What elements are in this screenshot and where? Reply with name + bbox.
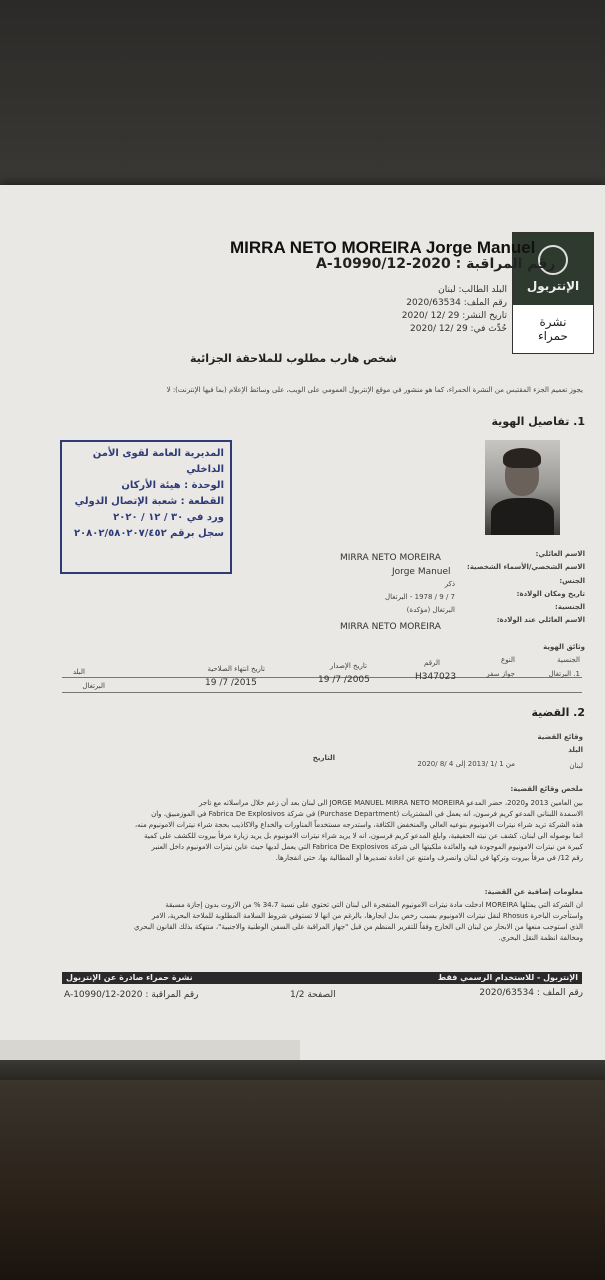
footer-page: الصفحة 1/2: [290, 990, 336, 1000]
id-cell-nationality: 1. البرتغال: [548, 670, 580, 678]
control-number-row: [316, 256, 555, 272]
id-header-country: البلد: [72, 668, 85, 676]
id-cell-expiry: 19 /7 /2015: [205, 678, 257, 688]
logo-org-name: الإنتربول: [526, 279, 580, 293]
label-nationality: الجنسية:: [555, 603, 585, 611]
additional-label: معلومات إضافية عن القضية:: [484, 888, 583, 896]
id-docs-label: وثائق الهوية: [543, 643, 585, 651]
background-shadow: [0, 1060, 605, 1080]
background-top: [0, 0, 605, 200]
control-label: رقم المراقبة :: [455, 256, 556, 272]
section2-heading: 2. القضية: [531, 706, 585, 719]
subject-name: MIRRA NETO MOREIRA Jorge Manuel: [230, 238, 536, 257]
additional-text: ان الشركة التي يمثلها MOREIRA ادخلت مادة نيترات الامونيوم المتفجرة الى لبنان التي تحتوي على نسبة 34،7 % من الازوت بدون إجازة مسبقة واستأجرت الباخرة Rhosus لنقل نيترات الامونيوم بسبب رخص بدل ايجارها، بالرغم من انها لا تستوفي شروط السلامة المطلوبة للملاحة البحرية، الامر الذي استوجب منعها من الابحار من لبنان الى الخارج وفقاً للتقرير المنظم من قبل "جهاز المراقبة على السفن الوطنية والاجنبية"، منتهكة بذلك القانون البحري ومخالفة انظمة النقل البحري.: [133, 901, 583, 942]
label-forenames: الاسم الشخصي/الأسماء الشخصية:: [467, 563, 585, 571]
logo-notice-line2: حمراء: [538, 329, 568, 343]
subject-photo: [485, 440, 560, 535]
section1-heading: 1. تفاصيل الهوية: [491, 415, 585, 428]
id-cell-type: جواز سفر: [486, 670, 515, 678]
value-family-name: MIRRA NETO MOREIRA: [340, 553, 441, 563]
id-header-type: النوع: [501, 656, 515, 664]
official-stamp: المديرية العامة لقوى الأمن الداخلي الوحدة : هيئة الأركان القطعة : شعبة الإتصال الدولي ورد في ٣٠ / ١٢ / ٢٠٢٠ سجل برقم ٢٠٨٠٢/٥٨٠٢٠٧/٤٥٢: [60, 440, 232, 574]
update-date: حُدِّث في: 29 /12 /2020: [410, 324, 507, 334]
value-nationality: البرتغال (مؤكدة): [406, 606, 455, 614]
footer-bar: [62, 972, 582, 984]
page-under-edge: [0, 1040, 300, 1060]
value-sex: ذكر: [444, 580, 455, 588]
label-family-name: الاسم العائلي:: [535, 550, 585, 558]
id-header-nationality: الجنسية: [557, 656, 580, 664]
requesting-country: البلد الطالب: لبنان: [438, 285, 507, 295]
id-table-bottom: [62, 692, 582, 693]
file-number: رقم الملف: 2020/63534: [406, 298, 507, 308]
id-cell-number: H347023: [415, 672, 457, 682]
footer-control: رقم المراقبة : A-10990/12-2020: [64, 990, 199, 1000]
label-birth: تاريخ ومكان الولادة:: [516, 590, 585, 598]
id-cell-issue: 19 /7 /2005: [318, 675, 370, 685]
footer-right-bar: الإنتربول - للاستخدام الرسمي فقط: [437, 973, 578, 982]
id-header-number: الرقم: [424, 659, 440, 667]
facts-label: وقائع القضية: [537, 733, 583, 741]
logo-notice-line1: نشرة: [539, 315, 567, 329]
date-label: التاريخ: [312, 754, 335, 762]
summary-label: ملخص وقائع القضية:: [510, 785, 583, 793]
footer-file: رقم الملف : 2020/63534: [479, 988, 583, 998]
id-cell-country: البرتغال: [82, 682, 105, 690]
label-birth-family-name: الاسم العائلي عند الولادة:: [496, 616, 585, 624]
disclaimer: يجوز تعميم الجزء المقتبس من النشرة الحمراء، كما هو منشور في موقع الإنتربول العمومي على الويب، على وسائط الإعلام (بما فيها الإنترنت): لا: [166, 386, 583, 394]
id-header-issue: تاريخ الإصدار: [329, 662, 367, 670]
value-forenames: Jorge Manuel: [392, 567, 451, 577]
case-country: لبنان: [569, 762, 583, 770]
document-title: شخص هارب مطلوب للملاحقة الجزائية: [190, 352, 397, 365]
background-bottom: [0, 1080, 605, 1280]
summary-text: بين العامين 2013 و2020، حضر المدعو JORGE MANUEL MIRRA NETO MOREIRA الى لبنان بعد أن زعم خلال مراسلاته مع تاجر الاسمدة اللبناني المدعو كريم فرسون، انه يعمل في المشتريات (Purchase Department) في شركة Fabrica De Explosivos في الموزمبيق، وان هذه الشركة تريد شراء نيترات الامونيوم بنوعيه العالي والمنخفض الكثافة، واستدرجه مستخدماً المناورات والخداع والاكاذيب بحجة شراء نيترات الامونيوم منه، انما بوصوله الى لبنان، كشف عن نيته الحقيقية، وابلغ المدعو كريم فرسون، انه لا يريد شراء نيترات الامونيوم بل يريد زيارة مرفأ بيروت للكشف على كمية كبيرة من نيترات الامونيوم الموجودة فيه والعائدة ملكيتها الى شركة Fabrica De Explosivos التي يعمل لديها حيث عاين نيترات الامونيوم داخل العنبر رقم 12/ في مرفأ بيروت وتركها في لبنان وانصرف وامتنع عن اعادة تصديرها أو المطالبة بها، حتى انفجارها.: [134, 799, 583, 862]
value-birth: 7 / 9 / 1978 - البرتغال: [385, 593, 455, 601]
country-label: البلد: [568, 746, 583, 754]
id-header-expiry: تاريخ انتهاء الصلاحية: [207, 665, 265, 673]
label-sex: الجنس:: [559, 577, 585, 585]
value-birth-family-name: MIRRA NETO MOREIRA: [340, 622, 441, 632]
publication-date: تاريخ النشر: 29 /12 /2020: [401, 311, 507, 321]
footer-left-bar: نشرة حمراء صادرة عن الإنتربول: [66, 973, 193, 982]
control-number: A-10990/12-2020: [316, 256, 451, 272]
case-period: من 1 /1 /2013 إلى 4 /8 /2020: [417, 760, 515, 768]
